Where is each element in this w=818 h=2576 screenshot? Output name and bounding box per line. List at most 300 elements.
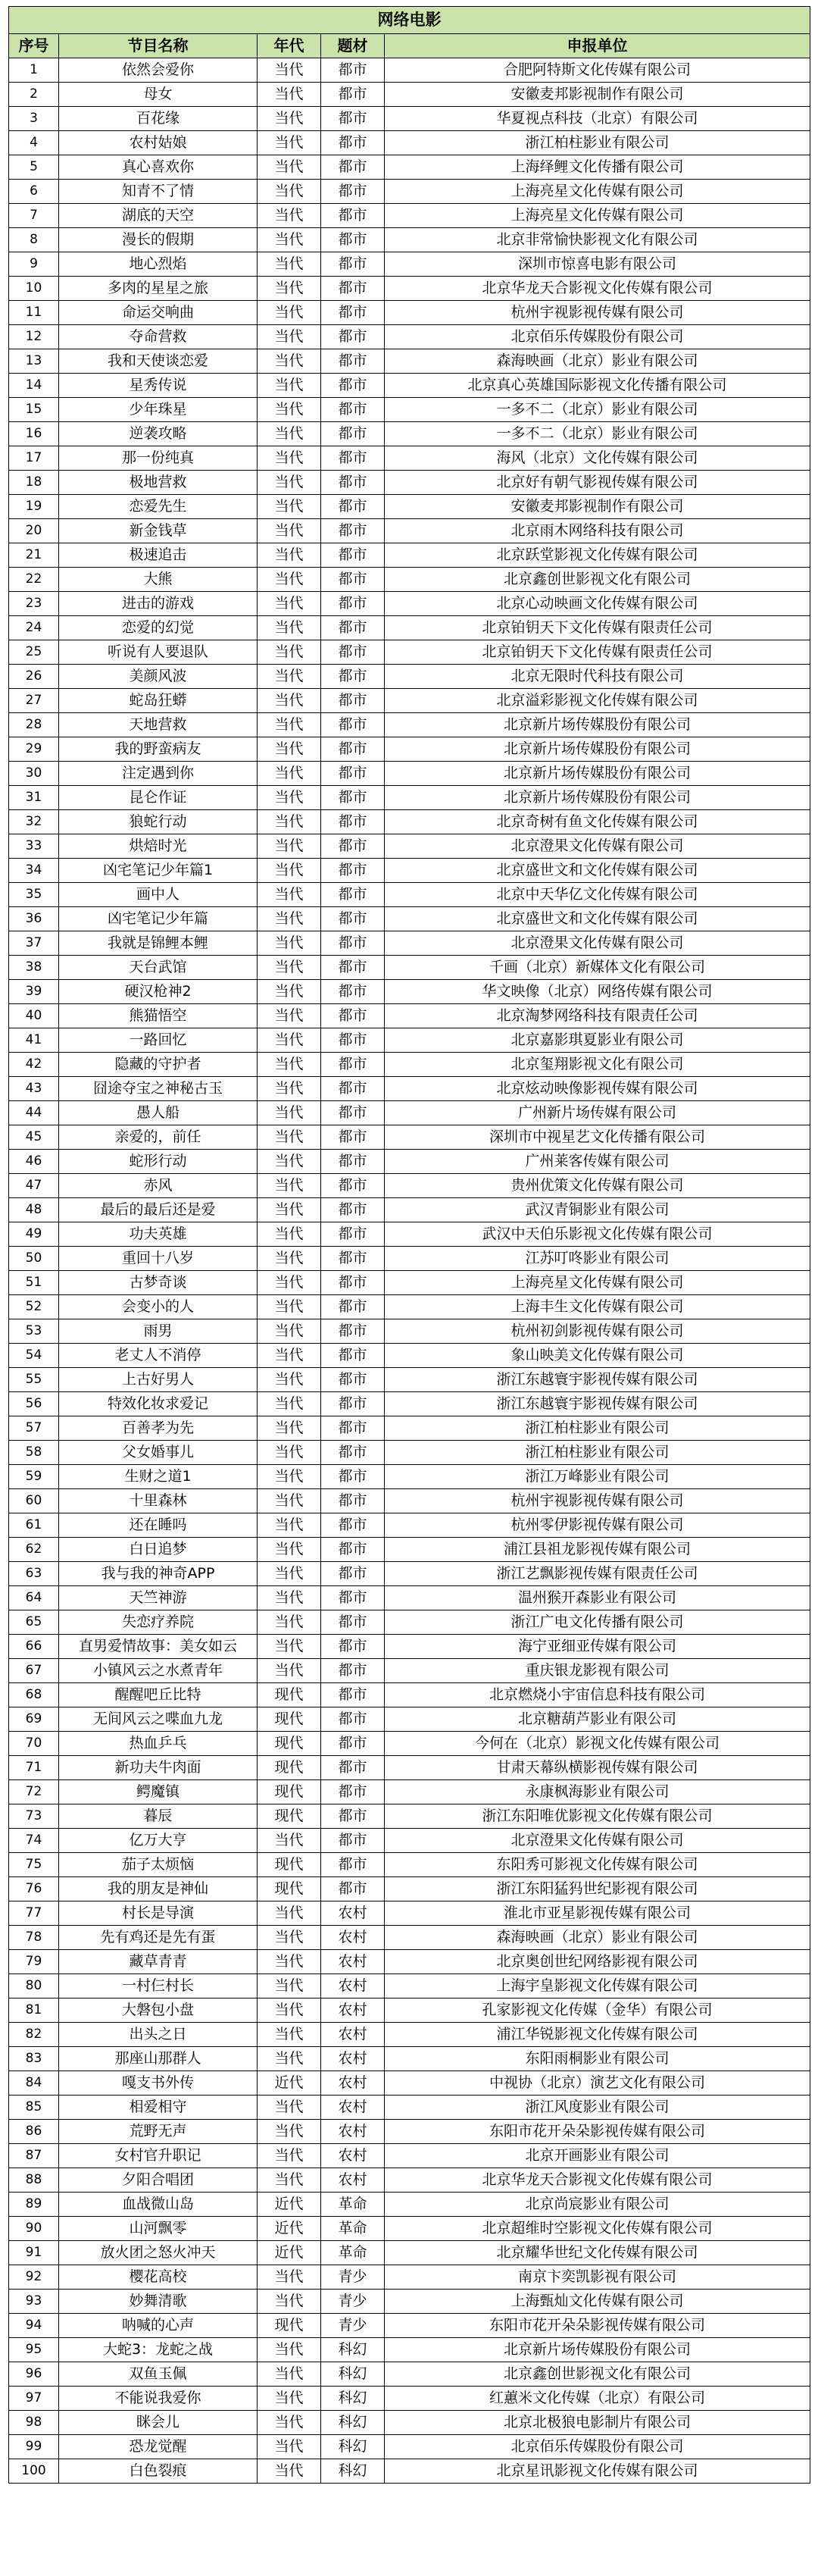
cell-era: 当代 [258, 2023, 321, 2047]
cell-program-name: 放火团之怒火冲天 [59, 2241, 258, 2265]
cell-genre: 科幻 [321, 2362, 385, 2387]
cell-genre: 都市 [321, 1732, 385, 1756]
cell-index: 98 [9, 2411, 59, 2435]
cell-program-name: 血战微山岛 [59, 2193, 258, 2217]
cell-era: 当代 [258, 349, 321, 374]
cell-applicant: 北京尚宸影业有限公司 [385, 2193, 810, 2217]
cell-era: 当代 [258, 204, 321, 228]
cell-applicant: 武汉中天伯乐影视文化传媒有限公司 [385, 1222, 810, 1247]
cell-genre: 都市 [321, 495, 385, 519]
table-row [9, 1756, 810, 1780]
cell-program-name: 先有鸡还是先有蛋 [59, 1926, 258, 1950]
cell-era: 当代 [258, 1125, 321, 1150]
cell-era: 当代 [258, 689, 321, 713]
header-applicant: 申报单位 [385, 34, 810, 58]
cell-genre: 都市 [321, 1441, 385, 1465]
table-row [9, 1222, 810, 1247]
cell-index: 88 [9, 2168, 59, 2193]
cell-index: 83 [9, 2047, 59, 2071]
cell-program-name: 相爱相守 [59, 2096, 258, 2120]
table-row [9, 204, 810, 228]
table-row [9, 883, 810, 907]
cell-applicant: 北京北极狼电影制片有限公司 [385, 2411, 810, 2435]
cell-genre: 科幻 [321, 2338, 385, 2362]
cell-applicant: 武汉青铜影业有限公司 [385, 1198, 810, 1222]
table-row [9, 1562, 810, 1586]
cell-applicant: 北京淘梦网络科技有限责任公司 [385, 1004, 810, 1028]
cell-index: 27 [9, 689, 59, 713]
cell-program-name: 赤风 [59, 1174, 258, 1198]
cell-program-name: 古梦奇谈 [59, 1271, 258, 1295]
cell-program-name: 美颜风波 [59, 665, 258, 689]
table-row [9, 398, 810, 422]
cell-genre: 都市 [321, 931, 385, 956]
cell-genre: 都市 [321, 1053, 385, 1077]
cell-program-name: 醒醒吧丘比特 [59, 1683, 258, 1707]
table-row [9, 616, 810, 640]
cell-program-name: 失恋疗养院 [59, 1610, 258, 1635]
cell-applicant: 北京澄果文化传媒有限公司 [385, 1829, 810, 1853]
table-row [9, 1174, 810, 1198]
cell-genre: 都市 [321, 1295, 385, 1319]
cell-program-name: 我和天使谈恋爱 [59, 349, 258, 374]
cell-program-name: 十里森林 [59, 1489, 258, 1513]
cell-program-name: 父女婚事儿 [59, 1441, 258, 1465]
cell-index: 13 [9, 349, 59, 374]
cell-index: 93 [9, 2290, 59, 2314]
cell-index: 19 [9, 495, 59, 519]
cell-genre: 科幻 [321, 2411, 385, 2435]
program-list-document [8, 6, 810, 2484]
cell-era: 当代 [258, 1053, 321, 1077]
table-header-row [9, 34, 810, 58]
cell-genre: 都市 [321, 1392, 385, 1416]
table-row [9, 1635, 810, 1659]
cell-genre: 都市 [321, 398, 385, 422]
cell-applicant: 浙江广电文化传播有限公司 [385, 1610, 810, 1635]
cell-index: 35 [9, 883, 59, 907]
cell-program-name: 一村仨村长 [59, 1974, 258, 1999]
cell-era: 当代 [258, 1344, 321, 1368]
cell-index: 22 [9, 568, 59, 592]
cell-era: 当代 [258, 834, 321, 859]
cell-program-name: 那座山那群人 [59, 2047, 258, 2071]
cell-genre: 都市 [321, 1853, 385, 1877]
cell-genre: 都市 [321, 1247, 385, 1271]
table-row [9, 834, 810, 859]
table-row [9, 1077, 810, 1101]
cell-program-name: 逆袭攻略 [59, 422, 258, 446]
cell-genre: 革命 [321, 2241, 385, 2265]
cell-index: 96 [9, 2362, 59, 2387]
cell-era: 当代 [258, 131, 321, 155]
cell-era: 当代 [258, 301, 321, 325]
cell-applicant: 甘肃天幕纵横影视传媒有限公司 [385, 1756, 810, 1780]
cell-genre: 都市 [321, 1610, 385, 1635]
cell-genre: 都市 [321, 325, 385, 349]
cell-era: 当代 [258, 1562, 321, 1586]
cell-program-name: 村长是导演 [59, 1901, 258, 1926]
table-row [9, 1271, 810, 1295]
cell-program-name: 新功夫牛肉面 [59, 1756, 258, 1780]
table-row [9, 689, 810, 713]
cell-genre: 都市 [321, 1174, 385, 1198]
cell-program-name: 不能说我爱你 [59, 2387, 258, 2411]
table-row [9, 2362, 810, 2387]
cell-era: 当代 [258, 180, 321, 204]
table-row [9, 349, 810, 374]
cell-genre: 都市 [321, 713, 385, 737]
cell-applicant: 北京鑫创世影视文化有限公司 [385, 2362, 810, 2387]
table-row [9, 1804, 810, 1829]
cell-program-name: 狼蛇行动 [59, 810, 258, 834]
table-row [9, 1732, 810, 1756]
table-row [9, 568, 810, 592]
cell-era: 当代 [258, 1999, 321, 2023]
cell-program-name: 妙舞清歌 [59, 2290, 258, 2314]
cell-era: 当代 [258, 107, 321, 131]
cell-applicant: 浙江万峰影业有限公司 [385, 1465, 810, 1489]
table-row [9, 58, 810, 83]
cell-index: 94 [9, 2314, 59, 2338]
cell-applicant: 浦江华锐影视文化传媒有限公司 [385, 2023, 810, 2047]
cell-era: 当代 [258, 1465, 321, 1489]
table-row [9, 495, 810, 519]
table-title: 网络电影 [9, 7, 810, 34]
cell-index: 55 [9, 1368, 59, 1392]
cell-program-name: 雨男 [59, 1319, 258, 1344]
cell-genre: 都市 [321, 1125, 385, 1150]
cell-index: 29 [9, 737, 59, 762]
cell-genre: 都市 [321, 1513, 385, 1538]
cell-genre: 都市 [321, 980, 385, 1004]
table-row [9, 155, 810, 180]
cell-applicant: 北京盛世文和文化传媒有限公司 [385, 859, 810, 883]
table-row [9, 1780, 810, 1804]
cell-genre: 科幻 [321, 2387, 385, 2411]
cell-applicant: 森海映画（北京）影业有限公司 [385, 1926, 810, 1950]
cell-era: 当代 [258, 1368, 321, 1392]
cell-era: 现代 [258, 1780, 321, 1804]
cell-applicant: 北京玺翔影视文化有限公司 [385, 1053, 810, 1077]
cell-era: 当代 [258, 1174, 321, 1198]
cell-genre: 都市 [321, 301, 385, 325]
cell-era: 当代 [258, 325, 321, 349]
cell-genre: 农村 [321, 1974, 385, 1999]
table-row [9, 2096, 810, 2120]
cell-genre: 都市 [321, 834, 385, 859]
cell-genre: 都市 [321, 131, 385, 155]
table-row [9, 859, 810, 883]
table-row [9, 1319, 810, 1344]
cell-genre: 都市 [321, 1368, 385, 1392]
cell-era: 当代 [258, 1610, 321, 1635]
cell-index: 77 [9, 1901, 59, 1926]
table-row [9, 1683, 810, 1707]
cell-index: 87 [9, 2144, 59, 2168]
cell-program-name: 最后的最后还是爱 [59, 1198, 258, 1222]
cell-era: 当代 [258, 592, 321, 616]
cell-applicant: 浙江柏柱影业有限公司 [385, 1416, 810, 1441]
cell-index: 15 [9, 398, 59, 422]
cell-index: 24 [9, 616, 59, 640]
table-row [9, 228, 810, 252]
table-row [9, 1125, 810, 1150]
cell-applicant: 北京奥创世纪网络影视有限公司 [385, 1950, 810, 1974]
cell-applicant: 安徽麦邦影视制作有限公司 [385, 495, 810, 519]
cell-genre: 都市 [321, 665, 385, 689]
cell-index: 11 [9, 301, 59, 325]
cell-era: 现代 [258, 2314, 321, 2338]
cell-index: 89 [9, 2193, 59, 2217]
cell-program-name: 囧途夺宝之神秘古玉 [59, 1077, 258, 1101]
cell-program-name: 功夫英雄 [59, 1222, 258, 1247]
cell-applicant: 北京溢彩影视文化传媒有限公司 [385, 689, 810, 713]
cell-genre: 都市 [321, 859, 385, 883]
cell-era: 当代 [258, 155, 321, 180]
table-row [9, 1295, 810, 1319]
table-row [9, 980, 810, 1004]
cell-program-name: 熊猫悟空 [59, 1004, 258, 1028]
cell-applicant: 北京糖葫芦影业有限公司 [385, 1707, 810, 1732]
cell-applicant: 北京心动映画文化传媒有限公司 [385, 592, 810, 616]
cell-era: 当代 [258, 1222, 321, 1247]
cell-index: 23 [9, 592, 59, 616]
cell-genre: 都市 [321, 1198, 385, 1222]
cell-applicant: 浙江东越寰宇影视传媒有限公司 [385, 1392, 810, 1416]
cell-program-name: 极地营救 [59, 471, 258, 495]
cell-applicant: 东阳秀可影视文化传媒有限公司 [385, 1853, 810, 1877]
cell-genre: 科幻 [321, 2435, 385, 2459]
cell-program-name: 大熊 [59, 568, 258, 592]
cell-index: 86 [9, 2120, 59, 2144]
table-title-row [9, 7, 810, 34]
cell-era: 近代 [258, 2071, 321, 2096]
cell-index: 92 [9, 2265, 59, 2290]
cell-era: 当代 [258, 907, 321, 931]
cell-era: 当代 [258, 2047, 321, 2071]
cell-genre: 都市 [321, 1222, 385, 1247]
table-row [9, 2314, 810, 2338]
cell-program-name: 亿万大亨 [59, 1829, 258, 1853]
cell-era: 当代 [258, 737, 321, 762]
table-row [9, 1659, 810, 1683]
cell-applicant: 北京佰乐传媒股份有限公司 [385, 2435, 810, 2459]
cell-index: 44 [9, 1101, 59, 1125]
cell-applicant: 北京中天华亿文化传媒有限公司 [385, 883, 810, 907]
cell-program-name: 眯会儿 [59, 2411, 258, 2435]
cell-program-name: 百花缘 [59, 107, 258, 131]
cell-index: 30 [9, 762, 59, 786]
cell-index: 9 [9, 252, 59, 277]
cell-era: 当代 [258, 519, 321, 543]
cell-index: 97 [9, 2387, 59, 2411]
table-row [9, 762, 810, 786]
cell-index: 64 [9, 1586, 59, 1610]
cell-program-name: 那一份纯真 [59, 446, 258, 471]
cell-genre: 都市 [321, 1465, 385, 1489]
cell-index: 91 [9, 2241, 59, 2265]
cell-program-name: 蛇形行动 [59, 1150, 258, 1174]
cell-applicant: 北京新片场传媒股份有限公司 [385, 737, 810, 762]
cell-program-name: 恐龙觉醒 [59, 2435, 258, 2459]
cell-genre: 都市 [321, 1004, 385, 1028]
cell-program-name: 真心喜欢你 [59, 155, 258, 180]
cell-applicant: 北京新片场传媒股份有限公司 [385, 713, 810, 737]
table-row [9, 2241, 810, 2265]
cell-applicant: 东阳雨桐影业有限公司 [385, 2047, 810, 2071]
cell-applicant: 北京好有朝气影视传媒有限公司 [385, 471, 810, 495]
cell-applicant: 北京新片场传媒股份有限公司 [385, 2338, 810, 2362]
cell-applicant: 北京炫动映像影视传媒有限公司 [385, 1077, 810, 1101]
table-row [9, 1538, 810, 1562]
cell-applicant: 杭州初剑影视传媒有限公司 [385, 1319, 810, 1344]
cell-era: 当代 [258, 1513, 321, 1538]
cell-index: 52 [9, 1295, 59, 1319]
cell-era: 当代 [258, 1150, 321, 1174]
cell-applicant: 杭州宇视影视传媒有限公司 [385, 301, 810, 325]
cell-program-name: 进击的游戏 [59, 592, 258, 616]
cell-applicant: 上海丰生文化传媒有限公司 [385, 1295, 810, 1319]
cell-era: 当代 [258, 1271, 321, 1295]
table-row [9, 2387, 810, 2411]
cell-program-name: 上古好男人 [59, 1368, 258, 1392]
cell-genre: 农村 [321, 2096, 385, 2120]
cell-program-name: 新金钱草 [59, 519, 258, 543]
table-row [9, 446, 810, 471]
cell-program-name: 特效化妆求爱记 [59, 1392, 258, 1416]
cell-genre: 农村 [321, 2023, 385, 2047]
cell-index: 21 [9, 543, 59, 568]
table-row [9, 1344, 810, 1368]
cell-genre: 都市 [321, 592, 385, 616]
table-row [9, 1829, 810, 1853]
cell-genre: 都市 [321, 907, 385, 931]
cell-program-name: 大蛇3：龙蛇之战 [59, 2338, 258, 2362]
cell-applicant: 上海绎鲤文化传播有限公司 [385, 155, 810, 180]
table-row [9, 1489, 810, 1513]
cell-applicant: 千画（北京）新媒体文化有限公司 [385, 956, 810, 980]
cell-era: 当代 [258, 1101, 321, 1125]
table-row [9, 1586, 810, 1610]
cell-era: 当代 [258, 1077, 321, 1101]
cell-program-name: 鳄魔镇 [59, 1780, 258, 1804]
cell-applicant: 浙江柏柱影业有限公司 [385, 131, 810, 155]
cell-applicant: 北京星讯影视文化传媒有限公司 [385, 2459, 810, 2484]
cell-era: 当代 [258, 883, 321, 907]
cell-genre: 都市 [321, 1101, 385, 1125]
cell-program-name: 我的朋友是神仙 [59, 1877, 258, 1901]
cell-era: 当代 [258, 1392, 321, 1416]
cell-program-name: 夕阳合唱团 [59, 2168, 258, 2193]
cell-program-name: 极速追击 [59, 543, 258, 568]
header-era: 年代 [258, 34, 321, 58]
table-row [9, 1004, 810, 1028]
cell-applicant: 森海映画（北京）影业有限公司 [385, 349, 810, 374]
cell-era: 当代 [258, 1004, 321, 1028]
cell-era: 现代 [258, 1707, 321, 1732]
cell-applicant: 红蕙米文化传媒（北京）有限公司 [385, 2387, 810, 2411]
cell-index: 10 [9, 277, 59, 301]
program-table [8, 6, 810, 2484]
cell-program-name: 多肉的星星之旅 [59, 277, 258, 301]
cell-index: 56 [9, 1392, 59, 1416]
cell-era: 当代 [258, 2265, 321, 2290]
cell-index: 38 [9, 956, 59, 980]
cell-genre: 都市 [321, 422, 385, 446]
cell-applicant: 北京跃堂影视文化传媒有限公司 [385, 543, 810, 568]
cell-program-name: 大磐包小盘 [59, 1999, 258, 2023]
cell-applicant: 贵州优策文化传媒有限公司 [385, 1174, 810, 1198]
cell-applicant: 东阳市花开朵朵影视传媒有限公司 [385, 2314, 810, 2338]
cell-index: 25 [9, 640, 59, 665]
cell-era: 现代 [258, 1732, 321, 1756]
cell-program-name: 老丈人不消停 [59, 1344, 258, 1368]
cell-genre: 都市 [321, 471, 385, 495]
cell-applicant: 海宁亚细亚传媒有限公司 [385, 1635, 810, 1659]
cell-applicant: 北京盛世文和文化传媒有限公司 [385, 907, 810, 931]
cell-applicant: 浙江东阳猛犸世纪影视有限公司 [385, 1877, 810, 1901]
cell-era: 当代 [258, 2362, 321, 2387]
cell-genre: 都市 [321, 446, 385, 471]
cell-applicant: 合肥阿特斯文化传媒有限公司 [385, 58, 810, 83]
cell-era: 当代 [258, 1028, 321, 1053]
cell-applicant: 浙江东越寰宇影视传媒有限公司 [385, 1368, 810, 1392]
cell-genre: 都市 [321, 1028, 385, 1053]
table-row [9, 2071, 810, 2096]
cell-index: 82 [9, 2023, 59, 2047]
cell-era: 现代 [258, 1804, 321, 1829]
cell-genre: 农村 [321, 1901, 385, 1926]
cell-index: 7 [9, 204, 59, 228]
cell-era: 当代 [258, 640, 321, 665]
cell-program-name: 恋爱的幻觉 [59, 616, 258, 640]
cell-applicant: 北京佰乐传媒股份有限公司 [385, 325, 810, 349]
cell-era: 近代 [258, 2217, 321, 2241]
cell-program-name: 小镇风云之水煮青年 [59, 1659, 258, 1683]
table-row [9, 1707, 810, 1732]
table-row [9, 1441, 810, 1465]
cell-program-name: 直男爱情故事：美女如云 [59, 1635, 258, 1659]
cell-program-name: 藏草青青 [59, 1950, 258, 1974]
cell-program-name: 女村官升职记 [59, 2144, 258, 2168]
table-row [9, 1368, 810, 1392]
cell-applicant: 广州莱客传媒有限公司 [385, 1150, 810, 1174]
table-row [9, 2023, 810, 2047]
cell-era: 当代 [258, 446, 321, 471]
cell-applicant: 华夏视点科技（北京）有限公司 [385, 107, 810, 131]
cell-applicant: 上海宇皇影视文化传媒有限公司 [385, 1974, 810, 1999]
cell-genre: 都市 [321, 543, 385, 568]
cell-index: 8 [9, 228, 59, 252]
table-row [9, 2338, 810, 2362]
table-row [9, 180, 810, 204]
cell-program-name: 恋爱先生 [59, 495, 258, 519]
cell-applicant: 一多不二（北京）影业有限公司 [385, 398, 810, 422]
cell-index: 75 [9, 1853, 59, 1877]
cell-applicant: 今何在（北京）影视文化传媒有限公司 [385, 1732, 810, 1756]
cell-applicant: 北京澄果文化传媒有限公司 [385, 834, 810, 859]
cell-program-name: 注定遇到你 [59, 762, 258, 786]
cell-era: 当代 [258, 83, 321, 107]
table-row [9, 1513, 810, 1538]
table-row [9, 1926, 810, 1950]
cell-era: 当代 [258, 398, 321, 422]
table-row [9, 1974, 810, 1999]
cell-applicant: 孔家影视文化传媒（金华）有限公司 [385, 1999, 810, 2023]
cell-index: 6 [9, 180, 59, 204]
cell-era: 当代 [258, 786, 321, 810]
